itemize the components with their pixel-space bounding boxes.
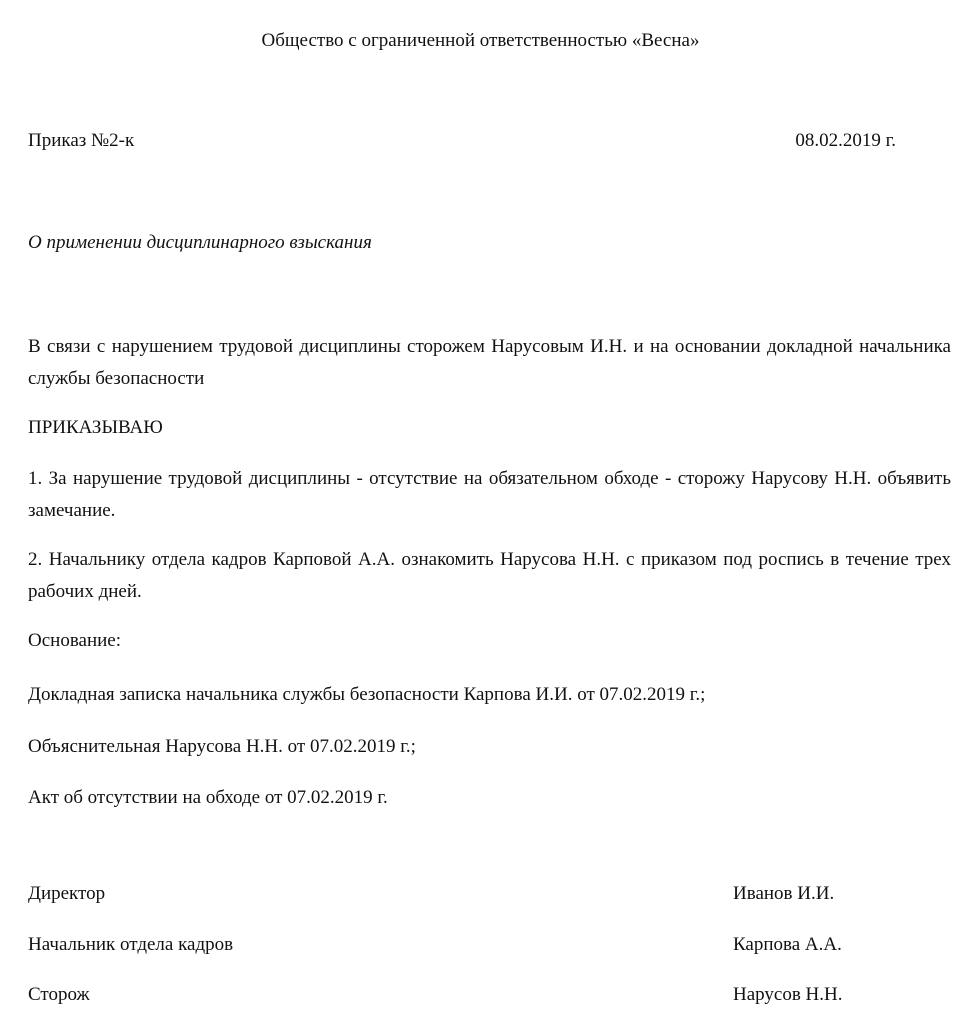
- signature-title-hr-head: Начальник отдела кадров: [28, 934, 234, 955]
- order-item-1: 1. За нарушение трудовой дисциплины - отсутствие на обязательном обходе - сторожу Нарусову Н.Н. объявить замечание.: [28, 468, 951, 521]
- signature-name-guard: Нарусов Н.Н.: [733, 984, 843, 1005]
- order-number: Приказ №2-к: [28, 130, 135, 151]
- order-item-2: 2. Начальнику отдела кадров Карповой А.А. ознакомить Нарусова Н.Н. с приказом под роспись в течение трех рабочих дней.: [28, 549, 951, 602]
- signature-title-guard: Сторож: [28, 984, 90, 1005]
- order-date: 08.02.2019 г.: [795, 130, 896, 151]
- basis-item-1: Докладная записка начальника службы безопасности Карпова И.И. от 07.02.2019 г.;: [28, 684, 706, 705]
- order-subject: О применении дисциплинарного взыскания: [28, 232, 372, 253]
- signature-name-hr-head: Карпова А.А.: [733, 934, 842, 955]
- organization-name: Общество с ограниченной ответственностью «Весна»: [261, 30, 700, 51]
- order-word: ПРИКАЗЫВАЮ: [28, 417, 163, 438]
- signature-name-director: Иванов И.И.: [733, 883, 835, 904]
- signature-title-director: Директор: [28, 883, 106, 904]
- basis-item-3: Акт об отсутствии на обходе от 07.02.2019 г.: [28, 787, 388, 808]
- basis-label: Основание:: [28, 630, 122, 651]
- basis-item-2: Объяснительная Нарусова Н.Н. от 07.02.2019 г.;: [28, 736, 416, 757]
- intro-paragraph: В связи с нарушением трудовой дисциплины сторожем Нарусовым И.Н. и на основании докладной начальника службы безопасности: [28, 336, 951, 389]
